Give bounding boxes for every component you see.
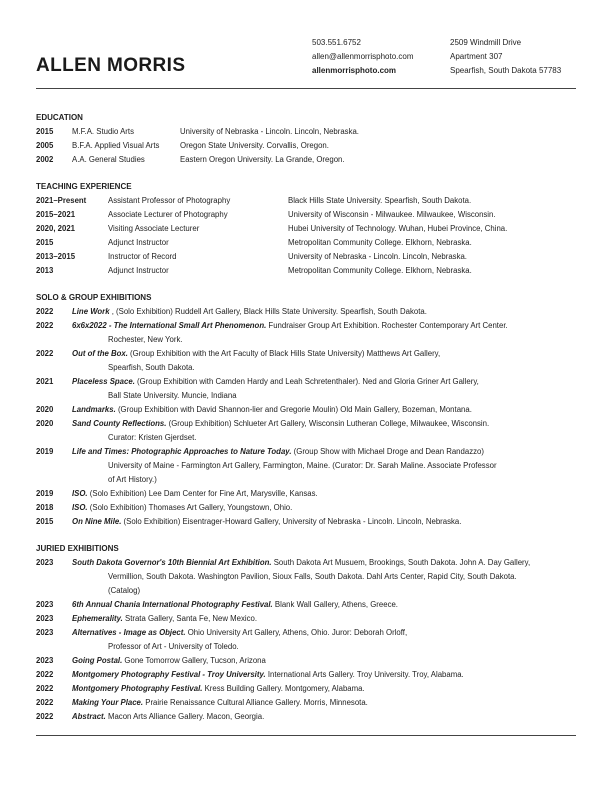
entry-text: Gone Tomorrow Gallery, Tucson, Arizona	[122, 656, 266, 665]
address-line-3: Spearfish, South Dakota 57783	[450, 66, 562, 75]
entry-text: (Group Exhibition with David Shannon-lier and Gregorie Moulin) Old Main Gallery, Bozeman, Montana.	[115, 405, 472, 414]
exhibition-entry	[36, 417, 576, 445]
teaching-role: Associate Lecturer of Photography	[108, 210, 228, 219]
email-address: allen@allenmorrisphoto.com	[312, 52, 414, 61]
education-school: Eastern Oregon University. La Grande, Oregon.	[180, 155, 345, 164]
header-divider	[36, 88, 576, 89]
entry-body	[72, 626, 576, 654]
entry-title: Montgomery Photography Festival - Troy University.	[72, 670, 266, 679]
entry-line	[72, 487, 576, 501]
teaching-years: 2021–Present	[36, 196, 87, 205]
entry-body	[72, 710, 576, 724]
education-section	[36, 111, 576, 167]
entry-title: Ephemerality.	[72, 614, 123, 623]
entry-title: Out of the Box.	[72, 349, 128, 358]
entry-body	[72, 556, 576, 598]
exhibition-entry	[36, 501, 576, 515]
entry-body	[72, 487, 576, 501]
entry-line	[72, 710, 576, 724]
website-link: allenmorrisphoto.com	[312, 66, 397, 75]
teaching-row	[36, 264, 576, 278]
juried-entry	[36, 682, 576, 696]
exhibition-entry	[36, 375, 576, 403]
entry-year: 2019	[36, 489, 54, 498]
entry-year: 2023	[36, 558, 54, 567]
juried-entry	[36, 696, 576, 710]
entry-year: 2023	[36, 600, 54, 609]
entry-line	[72, 417, 576, 431]
entry-line	[72, 556, 576, 570]
entry-title: Alternatives - Image as Object.	[72, 628, 186, 637]
teaching-row	[36, 222, 576, 236]
exhibition-entry	[36, 319, 576, 347]
entry-title: Sand County Reflections.	[72, 419, 167, 428]
section-title: TEACHING EXPERIENCE	[36, 182, 132, 191]
entry-body	[72, 696, 576, 710]
entry-continuation: (Catalog)	[108, 586, 141, 595]
entry-title: ISO.	[72, 489, 88, 498]
exhibition-entry	[36, 347, 576, 375]
exhibition-entry	[36, 487, 576, 501]
entry-year: 2023	[36, 656, 54, 665]
education-list	[36, 125, 576, 167]
entry-body	[72, 501, 576, 515]
juried-entry	[36, 654, 576, 668]
teaching-institution: Metropolitan Community College. Elkhorn, Nebraska.	[288, 266, 472, 275]
entry-text: (Group Exhibition with the Art Faculty of Black Hills State University) Matthews Art Gallery,	[127, 349, 441, 358]
entry-title: Landmarks.	[72, 405, 116, 414]
education-school: Oregon State University. Corvallis, Oregon.	[180, 141, 329, 150]
entry-line	[72, 612, 576, 626]
entry-text: Ohio University Art Gallery, Athens, Ohio. Juror: Deborah Orloff,	[185, 628, 408, 637]
entry-continuation: University of Maine - Farmington Art Gallery, Farmington, Maine. (Curator: Dr. Sarah Maline. Associate Professor	[108, 461, 497, 470]
exhibitions-list	[36, 305, 576, 529]
education-degree: M.F.A. Studio Arts	[72, 127, 134, 136]
entry-body	[72, 668, 576, 682]
juried-entry	[36, 556, 576, 598]
entry-line	[72, 445, 576, 459]
entry-body	[72, 375, 576, 403]
teaching-row	[36, 236, 576, 250]
teaching-institution: Hubei University of Technology. Wuhan, Hubei Province, China.	[288, 224, 508, 233]
entry-title: Placeless Space.	[72, 377, 135, 386]
address-line-1: 2509 Windmill Drive	[450, 38, 522, 47]
entry-body	[72, 445, 576, 487]
entry-line	[72, 668, 576, 682]
juried-section	[36, 542, 576, 724]
entry-line	[72, 403, 576, 417]
teaching-section	[36, 180, 576, 278]
entry-continuation: Ball State University. Muncie, Indiana	[108, 391, 237, 400]
entry-year: 2022	[36, 698, 54, 707]
entry-year: 2015	[36, 517, 54, 526]
entry-body	[72, 612, 576, 626]
exhibition-entry	[36, 515, 576, 529]
contact-column-left	[312, 36, 414, 78]
entry-text: International Arts Gallery. Troy University. Troy, Alabama.	[265, 670, 464, 679]
entry-title: Montgomery Photography Festival.	[72, 684, 203, 693]
entry-year: 2022	[36, 712, 54, 721]
education-row	[36, 125, 576, 139]
teaching-years: 2020, 2021	[36, 224, 76, 233]
entry-body	[72, 417, 576, 445]
teaching-list	[36, 194, 576, 278]
entry-line	[72, 501, 576, 515]
entry-year: 2023	[36, 628, 54, 637]
entry-text: Strata Gallery, Santa Fe, New Mexico.	[122, 614, 258, 623]
entry-body	[72, 403, 576, 417]
entry-continuation: Rochester, New York.	[108, 335, 183, 344]
entry-text: (Solo Exhibition) Lee Dam Center for Fine Art, Marysville, Kansas.	[87, 489, 318, 498]
entry-text: Macon Arts Alliance Gallery. Macon, Georgia.	[105, 712, 265, 721]
section-title: EDUCATION	[36, 113, 83, 122]
juried-entry	[36, 626, 576, 654]
entry-line	[72, 375, 576, 389]
entry-line	[72, 626, 576, 640]
education-school: University of Nebraska - Lincoln. Lincoln, Nebraska.	[180, 127, 359, 136]
entry-body	[72, 319, 576, 347]
education-year: 2015	[36, 127, 54, 136]
entry-text: Blank Wall Gallery, Athens, Greece.	[272, 600, 398, 609]
entry-title: Going Postal.	[72, 656, 123, 665]
teaching-row	[36, 250, 576, 264]
education-row	[36, 153, 576, 167]
entry-body	[72, 347, 576, 375]
juried-list	[36, 556, 576, 724]
entry-line	[72, 682, 576, 696]
entry-year: 2022	[36, 684, 54, 693]
teaching-years: 2013	[36, 266, 54, 275]
teaching-years: 2013–2015	[36, 252, 76, 261]
entry-year: 2020	[36, 405, 54, 414]
teaching-role: Visiting Associate Lecturer	[108, 224, 200, 233]
entry-continuation: Curator: Kristen Gjerdset.	[108, 433, 197, 442]
exhibitions-section	[36, 291, 576, 529]
entry-title: Line Work	[72, 307, 110, 316]
entry-line	[72, 347, 576, 361]
entry-text: Fundraiser Group Art Exhibition. Rochester Contemporary Art Center.	[266, 321, 508, 330]
entry-body	[72, 515, 576, 529]
entry-body	[72, 682, 576, 696]
teaching-row	[36, 194, 576, 208]
education-year: 2005	[36, 141, 54, 150]
entry-body	[72, 654, 576, 668]
section-title: SOLO & GROUP EXHIBITIONS	[36, 293, 152, 302]
education-year: 2002	[36, 155, 54, 164]
entry-year: 2022	[36, 307, 54, 316]
entry-text: Prairie Renaissance Cultural Alliance Gallery. Morris, Minnesota.	[143, 698, 368, 707]
entry-title: ISO.	[72, 503, 88, 512]
teaching-role: Adjunct Instructor	[108, 238, 169, 247]
entry-year: 2022	[36, 670, 54, 679]
exhibition-entry	[36, 305, 576, 319]
entry-year: 2023	[36, 614, 54, 623]
entry-continuation: Vermillion, South Dakota. Washington Pavilion, Sioux Falls, South Dakota. Dahl Arts Center, Rapid City, South Dakota.	[108, 572, 517, 581]
entry-continuation: Professor of Art - University of Toledo.	[108, 642, 239, 651]
address-line-2: Apartment 307	[450, 52, 503, 61]
entry-title: Making Your Place.	[72, 698, 144, 707]
entry-title: 6x6x2022 - The International Small Art Phenomenon.	[72, 321, 267, 330]
juried-entry	[36, 612, 576, 626]
exhibition-entry	[36, 403, 576, 417]
section-title: JURIED EXHIBITIONS	[36, 544, 119, 553]
education-degree: B.F.A. Applied Visual Arts	[72, 141, 160, 150]
entry-title: 6th Annual Chania International Photography Festival.	[72, 600, 273, 609]
entry-text: (Group Show with Michael Droge and Dean Randazzo)	[291, 447, 484, 456]
exhibition-entry	[36, 445, 576, 487]
entry-year: 2020	[36, 419, 54, 428]
teaching-institution: University of Nebraska - Lincoln. Lincoln, Nebraska.	[288, 252, 467, 261]
resume-content	[36, 111, 576, 737]
entry-title: Life and Times: Photographic Approaches to Nature Today.	[72, 447, 292, 456]
entry-continuation: of Art History.)	[108, 475, 157, 484]
entry-text: (Solo Exhibition) Thomases Art Gallery, Youngstown, Ohio.	[87, 503, 293, 512]
entry-text: Kress Building Gallery. Montgomery, Alabama.	[202, 684, 365, 693]
contact-column-right	[450, 36, 561, 78]
entry-text: (Group Exhibition) Schlueter Art Gallery, Wisconsin Lutheran College, Milwaukee, Wisconsin.	[166, 419, 490, 428]
entry-continuation: Spearfish, South Dakota.	[108, 363, 195, 372]
resume-name: ALLEN MORRIS	[36, 55, 186, 76]
teaching-role: Assistant Professor of Photography	[108, 196, 231, 205]
entry-line	[72, 654, 576, 668]
teaching-institution: Metropolitan Community College. Elkhorn, Nebraska.	[288, 238, 472, 247]
education-row	[36, 139, 576, 153]
entry-body	[72, 305, 576, 319]
juried-entry	[36, 668, 576, 682]
entry-title: On Nine Mile.	[72, 517, 122, 526]
entry-year: 2019	[36, 447, 54, 456]
footer-divider	[36, 735, 576, 736]
teaching-years: 2015	[36, 238, 54, 247]
entry-title: South Dakota Governor's 10th Biennial Art Exhibition.	[72, 558, 272, 567]
entry-year: 2022	[36, 349, 54, 358]
entry-body	[72, 598, 576, 612]
education-degree: A.A. General Studies	[72, 155, 145, 164]
juried-entry	[36, 710, 576, 724]
entry-line	[72, 305, 576, 319]
teaching-years: 2015–2021	[36, 210, 76, 219]
entry-year: 2018	[36, 503, 54, 512]
juried-entry	[36, 598, 576, 612]
teaching-row	[36, 208, 576, 222]
entry-line	[72, 696, 576, 710]
entry-line	[72, 515, 576, 529]
teaching-institution: Black Hills State University. Spearfish, South Dakota.	[288, 196, 472, 205]
entry-text: (Solo Exhibition) Eisentrager-Howard Gallery, University of Nebraska - Lincoln. Lincoln, Nebraska.	[121, 517, 462, 526]
teaching-role: Adjunct Instructor	[108, 266, 169, 275]
entry-line	[72, 598, 576, 612]
phone-number: 503.551.6752	[312, 38, 361, 47]
entry-text: , (Solo Exhibition) Ruddell Art Gallery, Black Hills State University. Spearfish, South Dakota.	[109, 307, 427, 316]
entry-title: Abstract.	[72, 712, 106, 721]
entry-line	[72, 319, 576, 333]
teaching-institution: University of Wisconsin - Milwaukee. Milwaukee, Wisconsin.	[288, 210, 496, 219]
teaching-role: Instructor of Record	[108, 252, 177, 261]
entry-text: South Dakota Art Musuem, Brookings, South Dakota. John A. Day Gallery,	[271, 558, 531, 567]
entry-year: 2021	[36, 377, 54, 386]
entry-year: 2022	[36, 321, 54, 330]
entry-text: (Group Exhibition with Camden Hardy and Leah Schretenthaler). Ned and Gloria Griner Art Gallery,	[134, 377, 479, 386]
